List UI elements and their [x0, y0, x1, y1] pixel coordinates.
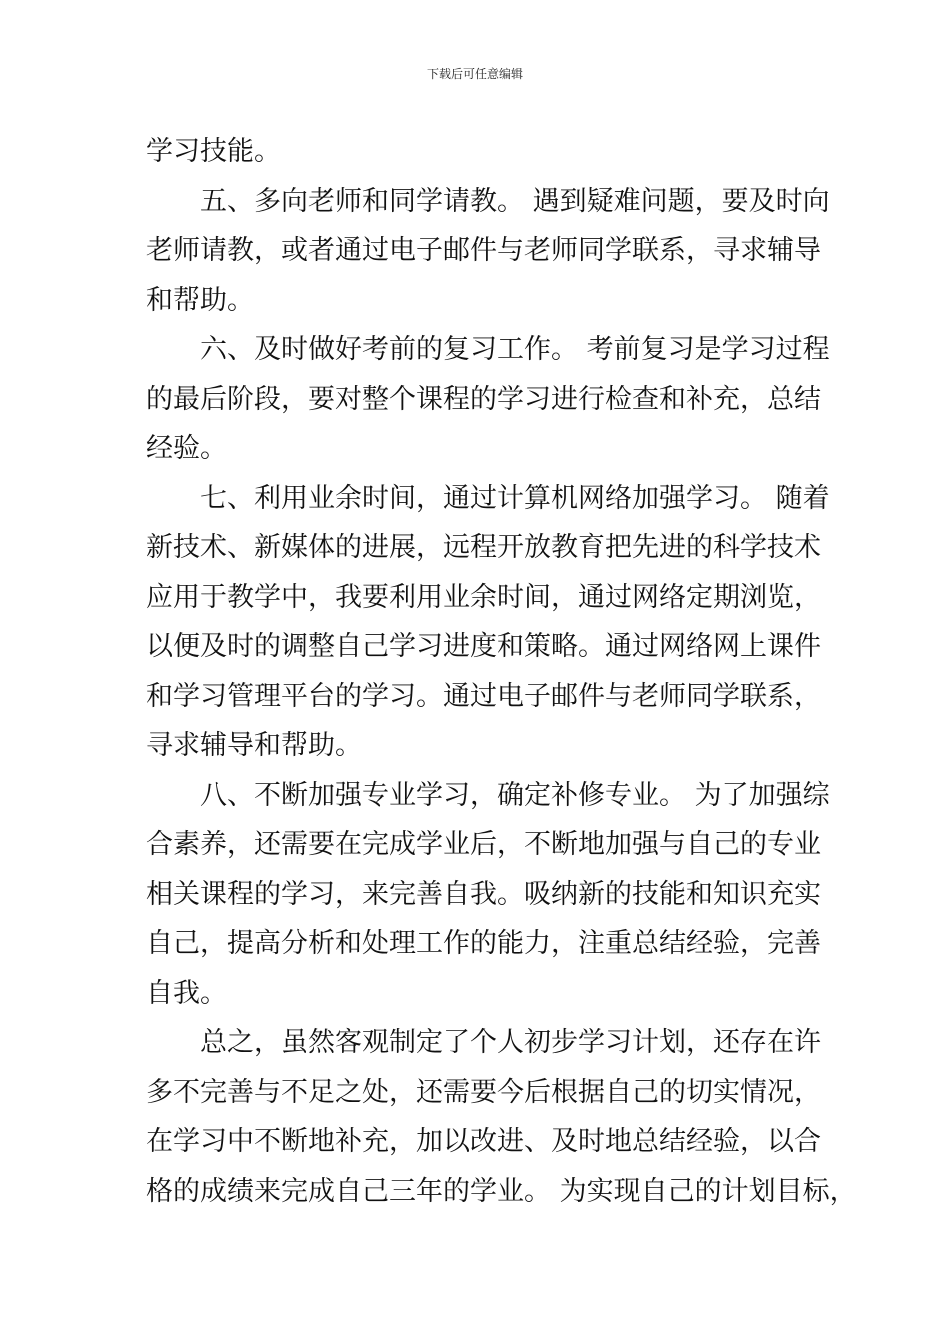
text-line: 和学习管理平台的学习。通过电子邮件与老师同学联系， — [146, 680, 821, 712]
text-line: 经验。 — [146, 433, 227, 464]
text-line: 六、及时做好考前的复习工作。 考前复习是学习过程 — [146, 334, 830, 365]
text-line: 的最后阶段，要对整个课程的学习进行检查和补充，总结 — [146, 383, 821, 415]
text-line: 相关课程的学习，来完善自我。吸纳新的技能和知识充实 — [146, 878, 821, 910]
text-line: 五、多向老师和同学请教。 遇到疑难问题，要及时向 — [146, 185, 830, 217]
document-body — [146, 127, 857, 1216]
text-line: 和帮助。 — [146, 284, 254, 316]
text-line: 老师请教，或者通过电子邮件与老师同学联系，寻求辅导 — [146, 235, 821, 266]
text-line: 学习技能。 — [146, 136, 281, 167]
text-line: 多不完善与不足之处，还需要今后根据自己的切实情况， — [146, 1076, 821, 1108]
text-line: 自己，提高分析和处理工作的能力，注重总结经验，完善 — [146, 928, 821, 959]
text-line: 新技术、新媒体的进展，远程开放教育把先进的科学技术 — [146, 532, 821, 563]
text-line: 格的成绩来完成自己三年的学业。 为实现自己的计划目标， — [146, 1175, 857, 1207]
text-line: 总之，虽然客观制定了个人初步学习计划，还存在许 — [146, 1027, 821, 1058]
text-line: 在学习中不断地补充，加以改进、及时地总结经验，以合 — [146, 1126, 821, 1157]
text-line: 八、不断加强专业学习，确定补修专业。 为了加强综 — [146, 779, 830, 811]
text-line: 以便及时的调整自己学习进度和策略。通过网络网上课件 — [146, 631, 821, 662]
text-line: 寻求辅导和帮助。 — [146, 730, 362, 761]
page-header: 下载后可任意编辑 — [426, 67, 523, 81]
text-line: 自我。 — [146, 977, 227, 1009]
text-line: 七、利用业余时间，通过计算机网络加强学习。 随着 — [146, 482, 830, 514]
text-line: 应用于教学中，我要利用业余时间，通过网络定期浏览， — [146, 581, 821, 613]
text-line: 合素养，还需要在完成学业后，不断地加强与自己的专业 — [146, 829, 821, 860]
